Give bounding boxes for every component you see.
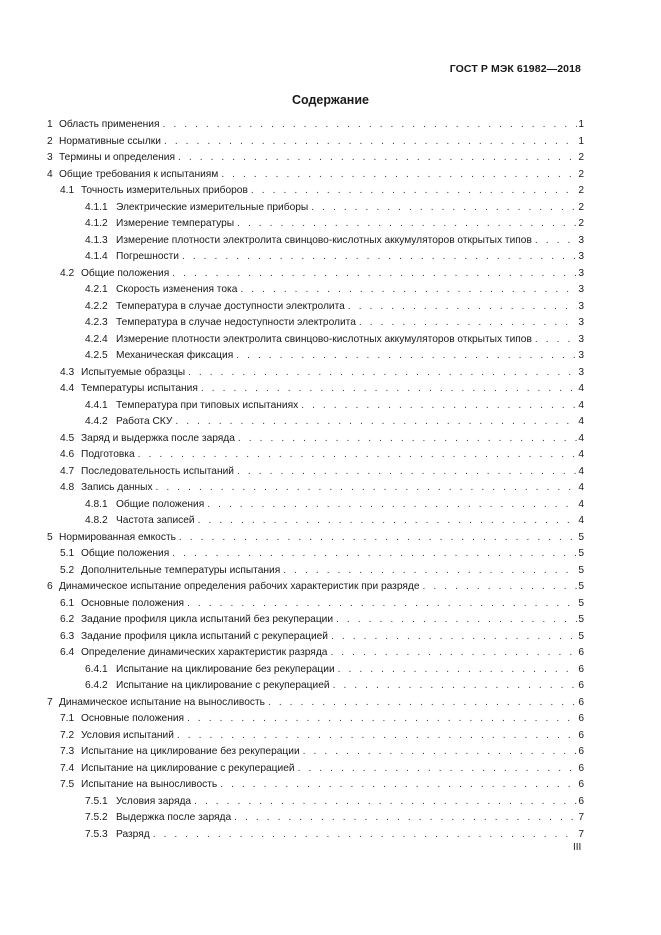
toc-entry-page: 6 xyxy=(578,663,584,675)
dot-leader xyxy=(359,315,577,332)
toc-entry[interactable] xyxy=(47,678,584,695)
toc-entry[interactable] xyxy=(47,183,584,200)
toc-entry-page: 5 xyxy=(578,548,584,559)
dot-leader xyxy=(198,513,578,530)
toc-entry-number: 4.1.4 xyxy=(85,251,108,262)
toc-entry-number: 7.4 xyxy=(60,762,75,774)
toc-entry[interactable] xyxy=(47,711,584,728)
dot-leader xyxy=(237,464,577,481)
dot-leader xyxy=(220,777,577,794)
dot-leader xyxy=(311,200,577,217)
toc-entry-page: 3 xyxy=(578,350,584,361)
toc-entry[interactable] xyxy=(47,497,584,514)
toc-entry-number: 1 xyxy=(47,119,53,130)
dot-leader xyxy=(162,117,577,134)
toc-entry-page: 6 xyxy=(578,746,584,757)
dot-leader xyxy=(179,530,577,547)
toc-entry-page: 3 xyxy=(578,317,584,328)
toc-entry-number: 2 xyxy=(47,135,53,147)
toc-entry-number: 4.2.1 xyxy=(85,284,108,295)
dot-leader xyxy=(172,546,577,563)
toc-entry-page: 3 xyxy=(578,366,584,378)
toc-entry[interactable] xyxy=(47,563,584,580)
toc-entry-title: Температура в случае доступности электролита xyxy=(116,300,345,312)
document-standard-header: ГОСТ Р МЭК 61982—2018 xyxy=(449,63,581,75)
dot-leader xyxy=(348,299,578,316)
toc-entry-page: 1 xyxy=(578,135,584,147)
dot-leader xyxy=(234,810,577,827)
toc-entry-title: Испытуемые образцы xyxy=(81,366,186,378)
toc-entry-page: 3 xyxy=(578,333,584,345)
toc-entry-page: 6 xyxy=(578,779,584,790)
page-title: Содержание xyxy=(291,93,369,107)
toc-entry[interactable] xyxy=(47,530,584,547)
toc-entry-page: 1 xyxy=(578,119,584,130)
toc-entry-title: Основные положения xyxy=(81,713,185,724)
toc-entry[interactable] xyxy=(47,282,584,299)
toc-entry-page: 6 xyxy=(578,696,584,708)
toc-entry-number: 7.5.2 xyxy=(85,812,108,823)
toc-entry-page: 3 xyxy=(578,300,584,312)
toc-entry[interactable] xyxy=(47,464,584,481)
toc-entry-title: Испытание на циклирование без рекуперации xyxy=(81,746,300,757)
toc-entry[interactable] xyxy=(47,431,584,448)
toc-entry-title: Испытание на циклирование с рекуперацией xyxy=(81,762,295,774)
toc-entry-number: 4.2.3 xyxy=(85,317,108,328)
toc-entry-number: 7.5.1 xyxy=(85,795,108,807)
toc-entry-page: 5 xyxy=(578,564,584,576)
toc-entry-title: Точность измерительных приборов xyxy=(81,185,248,196)
dot-leader xyxy=(237,216,577,233)
toc-entry-title: Динамическое испытание определения рабочих характеристик при разряде xyxy=(59,581,420,592)
toc-entry-page: 4 xyxy=(578,432,584,444)
toc-entry-number: 7.2 xyxy=(60,729,75,741)
dot-leader xyxy=(268,695,577,712)
toc-entry[interactable] xyxy=(47,332,584,349)
toc-entry-number: 4.2.5 xyxy=(85,350,108,361)
toc-entry-title: Измерение температуры xyxy=(116,218,235,229)
dot-leader xyxy=(164,134,577,151)
toc-entry[interactable] xyxy=(47,348,584,365)
toc-entry-page: 5 xyxy=(578,597,584,609)
toc-entry-title: Механическая фиксация xyxy=(116,350,234,361)
toc-entry-title: Температура в случае недоступности электролита xyxy=(116,317,356,328)
dot-leader xyxy=(221,167,577,184)
toc-entry-number: 4.1.3 xyxy=(85,234,108,246)
toc-entry[interactable] xyxy=(47,414,584,431)
toc-entry-title: Задание профиля цикла испытаний без рекуперации xyxy=(81,614,334,625)
toc-entry[interactable] xyxy=(47,167,584,184)
toc-entry-page: 5 xyxy=(578,614,584,625)
toc-entry-number: 6.3 xyxy=(60,630,75,642)
toc-entry[interactable] xyxy=(47,315,584,332)
toc-entry-number: 4.2.2 xyxy=(85,300,108,312)
dot-leader xyxy=(423,579,578,596)
dot-leader xyxy=(298,761,578,778)
toc-entry[interactable] xyxy=(47,645,584,662)
toc-entry[interactable] xyxy=(47,596,584,613)
toc-entry-title: Определение динамических характеристик разряда xyxy=(81,647,328,658)
toc-entry[interactable] xyxy=(47,777,584,794)
toc-entry-number: 4.2.4 xyxy=(85,333,108,345)
toc-entry-title: Общие требования к испытаниям xyxy=(59,168,219,180)
dot-leader xyxy=(182,249,577,266)
toc-entry-page: 4 xyxy=(578,416,584,427)
toc-entry-number: 7 xyxy=(47,696,53,708)
toc-entry[interactable] xyxy=(47,216,584,233)
toc-entry-number: 5 xyxy=(47,531,53,543)
toc-entry-number: 4.8 xyxy=(60,482,75,493)
toc-entry-number: 4.6 xyxy=(60,449,75,460)
toc-entry-number: 4.1.1 xyxy=(85,201,108,213)
toc-entry-title: Частота записей xyxy=(116,515,195,526)
dot-leader xyxy=(175,414,577,431)
toc-entry-title: Условия испытаний xyxy=(81,729,174,741)
toc-entry-title: Последовательность испытаний xyxy=(81,465,234,477)
dot-leader xyxy=(331,629,577,646)
toc-entry-title: Погрешности xyxy=(116,251,179,262)
dot-leader xyxy=(207,497,577,514)
toc-entry-title: Задание профиля цикла испытаний с рекуперацией xyxy=(81,630,328,642)
toc-entry[interactable] xyxy=(47,447,584,464)
toc-entry-page: 5 xyxy=(578,531,584,543)
dot-leader xyxy=(138,447,578,464)
toc-entry[interactable] xyxy=(47,810,584,827)
toc-entry-title: Термины и определения xyxy=(59,152,175,163)
toc-entry-number: 6.4.1 xyxy=(85,663,108,675)
toc-entry-title: Общие положения xyxy=(81,267,170,279)
toc-entry-page: 6 xyxy=(578,762,584,774)
dot-leader xyxy=(240,282,577,299)
toc-entry-title: Область применения xyxy=(59,119,160,130)
toc-entry[interactable] xyxy=(47,794,584,811)
toc-entry-number: 6.2 xyxy=(60,614,75,625)
toc-entry-title: Запись данных xyxy=(81,482,153,493)
toc-entry-number: 7.5.3 xyxy=(85,828,108,840)
dot-leader xyxy=(535,233,577,250)
toc-entry[interactable] xyxy=(47,612,584,629)
toc-entry-page: 3 xyxy=(578,284,584,295)
toc-entry-title: Общие положения xyxy=(81,548,170,559)
toc-entry-page: 5 xyxy=(578,581,584,592)
dot-leader xyxy=(172,266,577,283)
dot-leader xyxy=(330,645,577,662)
toc-entry-title: Дополнительные температуры испытания xyxy=(81,564,281,576)
toc-entry[interactable] xyxy=(47,744,584,761)
dot-leader xyxy=(238,431,577,448)
page-number: III xyxy=(573,842,582,853)
toc-entry-number: 4.4.1 xyxy=(85,399,108,411)
toc-entry-number: 4.3 xyxy=(60,366,75,378)
dot-leader xyxy=(188,365,577,382)
toc-entry-number: 4.8.1 xyxy=(85,498,108,510)
toc-entry-number: 4.1 xyxy=(60,185,75,196)
dot-leader xyxy=(336,612,577,629)
toc-entry[interactable] xyxy=(47,761,584,778)
toc-entry[interactable] xyxy=(47,579,584,596)
toc-entry-number: 5.2 xyxy=(60,564,75,576)
toc-entry-number: 4.7 xyxy=(60,465,75,477)
toc-entry-number: 7.5 xyxy=(60,779,75,790)
toc-entry-title: Динамическое испытание на выносливость xyxy=(59,696,265,708)
dot-leader xyxy=(535,332,577,349)
toc-entry[interactable] xyxy=(47,546,584,563)
toc-entry-page: 5 xyxy=(578,630,584,642)
dot-leader xyxy=(236,348,577,365)
toc-entry-page: 3 xyxy=(578,267,584,279)
toc-entry-number: 4.4 xyxy=(60,383,75,394)
toc-entry-page: 3 xyxy=(578,251,584,262)
toc-entry[interactable] xyxy=(47,381,584,398)
toc-entry-title: Испытание на циклирование с рекуперацией xyxy=(116,680,330,691)
dot-leader xyxy=(301,398,577,415)
toc-entry-number: 4.2 xyxy=(60,267,75,279)
toc-entry[interactable] xyxy=(47,629,584,646)
toc-entry-number: 6.4.2 xyxy=(85,680,108,691)
dot-leader xyxy=(177,728,577,745)
toc-entry[interactable] xyxy=(47,728,584,745)
toc-entry-page: 4 xyxy=(578,399,584,411)
table-of-contents xyxy=(47,117,584,843)
toc-entry-number: 4 xyxy=(47,168,53,180)
toc-entry-number: 7.1 xyxy=(60,713,75,724)
toc-entry-title: Условия заряда xyxy=(116,795,192,807)
toc-entry-title: Температуры испытания xyxy=(81,383,198,394)
toc-entry-title: Испытание на циклирование без рекуперации xyxy=(116,663,335,675)
toc-entry[interactable] xyxy=(47,695,584,712)
toc-entry-title: Температура при типовых испытаниях xyxy=(116,399,299,411)
toc-entry-title: Работа СКУ xyxy=(116,416,173,427)
dot-leader xyxy=(187,711,577,728)
toc-entry-number: 6 xyxy=(47,581,53,592)
dot-leader xyxy=(178,150,577,167)
toc-entry[interactable] xyxy=(47,134,584,151)
toc-entry[interactable] xyxy=(47,827,584,844)
toc-entry[interactable] xyxy=(47,117,584,134)
toc-entry-page: 6 xyxy=(578,647,584,658)
toc-entry-title: Измерение плотности электролита свинцово-кислотных аккумуляторов открытых типов xyxy=(116,333,532,345)
toc-entry-page: 2 xyxy=(578,201,584,213)
dot-leader xyxy=(333,678,578,695)
toc-entry-page: 2 xyxy=(578,152,584,163)
toc-entry-title: Разряд xyxy=(116,828,150,840)
toc-entry-page: 2 xyxy=(578,218,584,229)
dot-leader xyxy=(156,480,578,497)
dot-leader xyxy=(153,827,578,844)
dot-leader xyxy=(251,183,577,200)
toc-entry[interactable] xyxy=(47,249,584,266)
toc-entry-title: Нормативные ссылки xyxy=(59,135,161,147)
toc-entry-number: 7.3 xyxy=(60,746,75,757)
toc-entry-title: Испытание на выносливость xyxy=(81,779,218,790)
toc-entry[interactable] xyxy=(47,365,584,382)
toc-entry[interactable] xyxy=(47,398,584,415)
toc-entry-page: 4 xyxy=(578,465,584,477)
toc-entry-number: 5.1 xyxy=(60,548,75,559)
toc-entry[interactable] xyxy=(47,266,584,283)
toc-entry-number: 6.1 xyxy=(60,597,75,609)
toc-entry-number: 4.8.2 xyxy=(85,515,108,526)
toc-entry-page: 7 xyxy=(578,828,584,840)
toc-entry-number: 3 xyxy=(47,152,53,163)
toc-entry[interactable] xyxy=(47,480,584,497)
toc-entry-title: Нормированная емкость xyxy=(59,531,176,543)
toc-entry-title: Электрические измерительные приборы xyxy=(116,201,309,213)
dot-leader xyxy=(201,381,577,398)
toc-entry-number: 4.1.2 xyxy=(85,218,108,229)
toc-entry[interactable] xyxy=(47,662,584,679)
dot-leader xyxy=(187,596,577,613)
dot-leader xyxy=(338,662,578,679)
dot-leader xyxy=(283,563,577,580)
toc-entry-page: 6 xyxy=(578,795,584,807)
toc-entry-page: 4 xyxy=(578,515,584,526)
toc-entry-number: 6.4 xyxy=(60,647,75,658)
toc-entry-page: 6 xyxy=(578,680,584,691)
toc-entry-title: Выдержка после заряда xyxy=(116,812,232,823)
toc-entry[interactable] xyxy=(47,150,584,167)
toc-entry-page: 3 xyxy=(578,234,584,246)
toc-entry-number: 4.5 xyxy=(60,432,75,444)
toc-entry-number: 4.4.2 xyxy=(85,416,108,427)
toc-entry-title: Подготовка xyxy=(81,449,135,460)
toc-entry-page: 7 xyxy=(578,812,584,823)
toc-entry-page: 6 xyxy=(578,713,584,724)
toc-entry-title: Общие положения xyxy=(116,498,205,510)
toc-entry[interactable] xyxy=(47,233,584,250)
toc-entry[interactable] xyxy=(47,299,584,316)
toc-entry-title: Основные положения xyxy=(81,597,185,609)
dot-leader xyxy=(194,794,577,811)
toc-entry-page: 4 xyxy=(578,498,584,510)
toc-entry-page: 4 xyxy=(578,449,584,460)
toc-entry-title: Скорость изменения тока xyxy=(116,284,238,295)
dot-leader xyxy=(303,744,578,761)
toc-entry-page: 4 xyxy=(578,482,584,493)
toc-entry[interactable] xyxy=(47,513,584,530)
toc-entry-page: 6 xyxy=(578,729,584,741)
toc-entry-page: 2 xyxy=(578,185,584,196)
toc-entry-title: Заряд и выдержка после заряда xyxy=(81,432,235,444)
toc-entry[interactable] xyxy=(47,200,584,217)
toc-entry-page: 2 xyxy=(578,168,584,180)
toc-entry-title: Измерение плотности электролита свинцово-кислотных аккумуляторов открытых типов xyxy=(116,234,532,246)
toc-entry-page: 4 xyxy=(578,383,584,394)
